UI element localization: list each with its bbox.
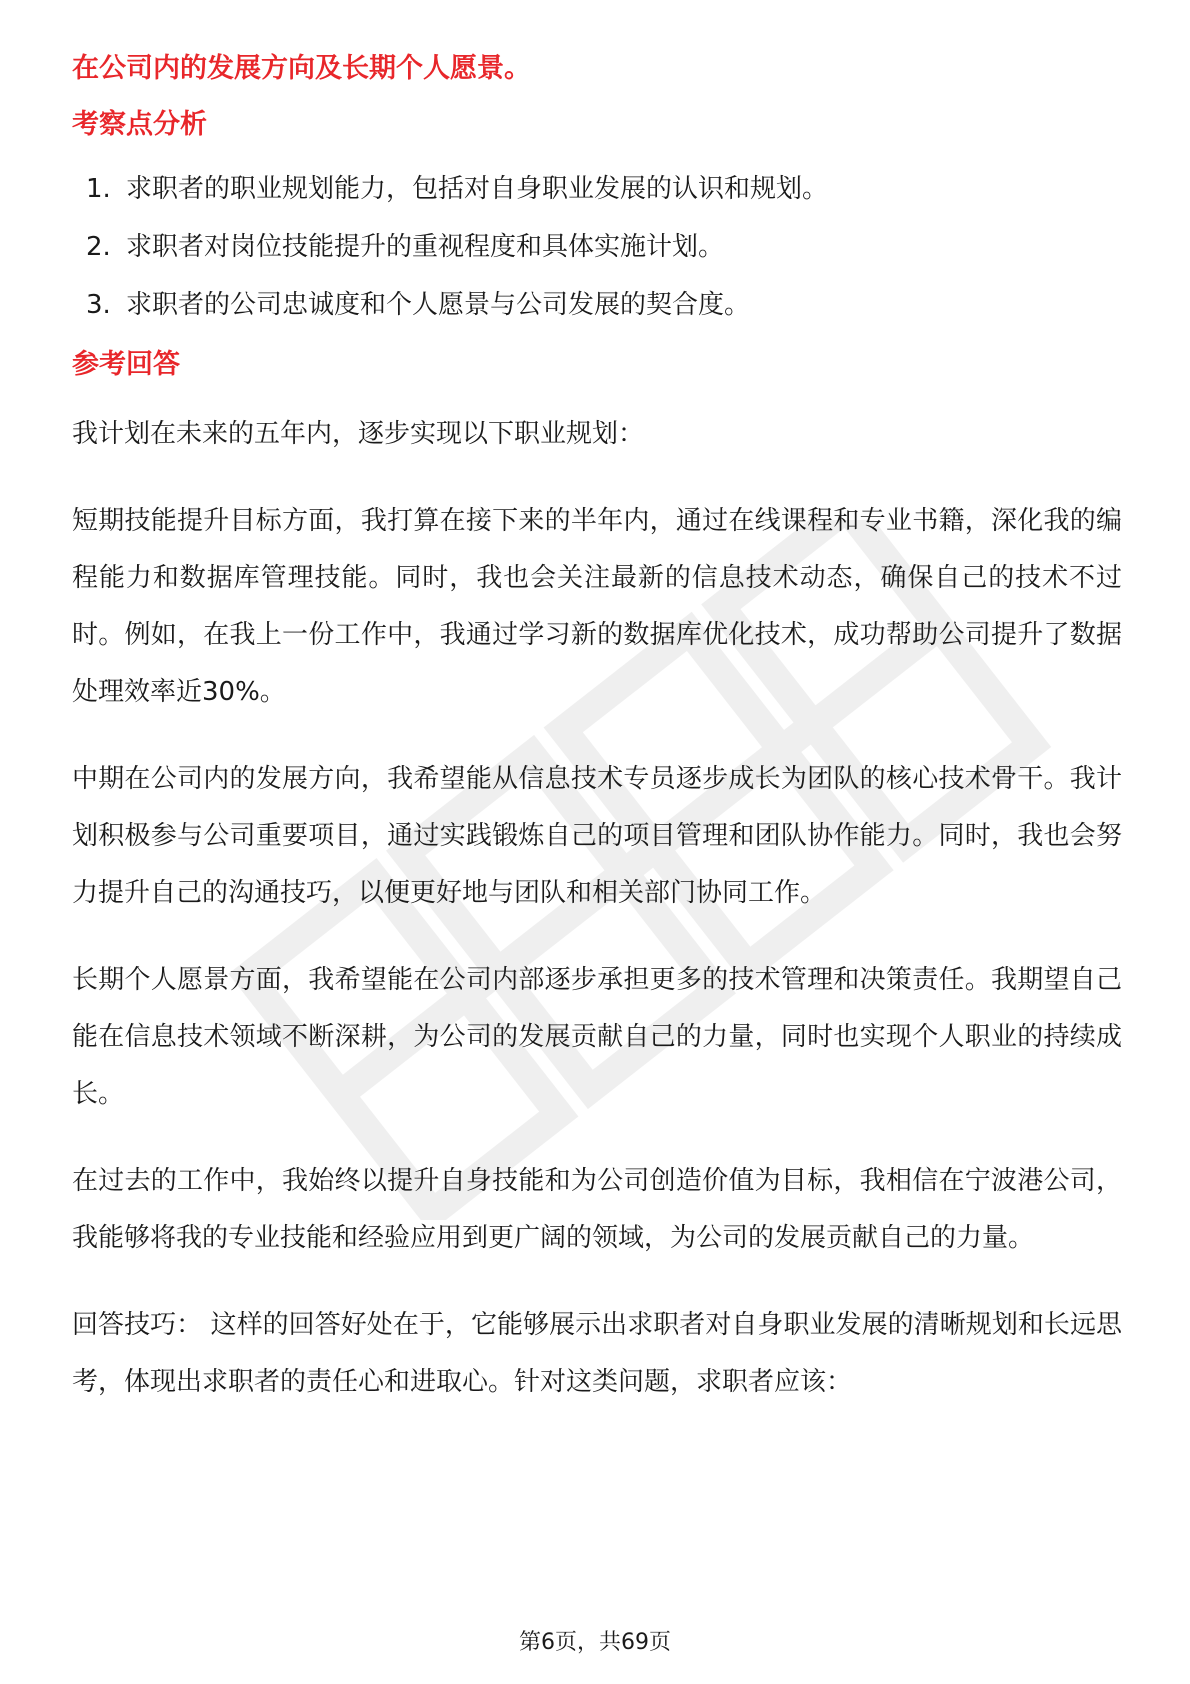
list-item-text: 求职者对岗位技能提升的重视程度和具体实施计划。 <box>126 232 725 262</box>
answer-paragraph: 我计划在未来的五年内，逐步实现以下职业规划： <box>72 419 645 449</box>
list-item-number: 2. <box>86 232 111 262</box>
page-number-footer: 第6页，共69页 <box>519 1630 671 1655</box>
analysis-points-list <box>72 170 1122 324</box>
answer-tips-paragraph: 回答技巧： 这样的回答好处在于，它能够展示出求职者对自身职业发展的清晰规划和长远思考，体现出求职者的责任心和进取心。针对这类问题，求职者应该： <box>72 1310 1122 1397</box>
list-item-number: 3. <box>86 290 111 320</box>
top-heading: 在公司内的发展方向及长期个人愿景。 <box>72 53 531 84</box>
analysis-heading: 考察点分析 <box>72 109 207 140</box>
document-page <box>72 40 1122 1411</box>
list-item <box>72 228 1122 266</box>
answer-paragraph: 短期技能提升目标方面，我打算在接下来的半年内，通过在线课程和专业书籍，深化我的编程能力和数据库管理技能。同时，我也会关注最新的信息技术动态，确保自己的技术不过时。例如，在我上一份工作中，我通过学习新的数据库优化技术，成功帮助公司提升了数据处理效率近30%。 <box>72 506 1122 707</box>
list-item <box>72 286 1122 324</box>
answer-paragraph: 中期在公司内的发展方向，我希望能从信息技术专员逐步成长为团队的核心技术骨干。我计划积极参与公司重要项目，通过实践锻炼自己的项目管理和团队协作能力。同时，我也会努力提升自己的沟通技巧，以便更好地与团队和相关部门协同工作。 <box>72 764 1122 908</box>
answer-paragraph: 在过去的工作中，我始终以提升自身技能和为公司创造价值为目标，我相信在宁波港公司，我能够将我的专业技能和经验应用到更广阔的领域，为公司的发展贡献自己的力量。 <box>72 1166 1122 1253</box>
list-item-text: 求职者的公司忠诚度和个人愿景与公司发展的契合度。 <box>126 290 751 320</box>
list-item-text: 求职者的职业规划能力，包括对自身职业发展的认识和规划。 <box>126 174 829 204</box>
list-item-number: 1. <box>86 174 111 204</box>
answer-paragraph: 长期个人愿景方面，我希望能在公司内部逐步承担更多的技术管理和决策责任。我期望自己能在信息技术领域不断深耕，为公司的发展贡献自己的力量，同时也实现个人职业的持续成长。 <box>72 965 1122 1109</box>
answer-heading: 参考回答 <box>72 349 180 380</box>
list-item <box>72 170 1122 208</box>
